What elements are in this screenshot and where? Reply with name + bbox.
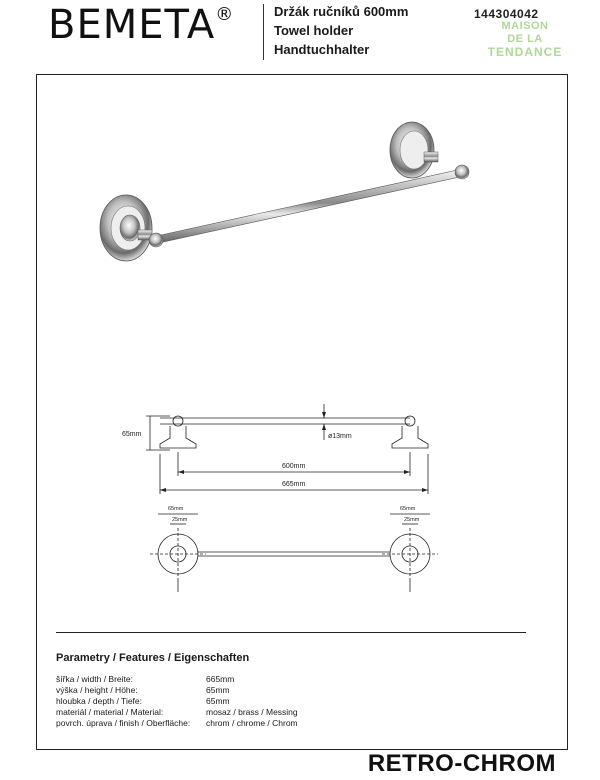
spec-row [56, 707, 526, 718]
spec-label: výška / height / Höhe: [56, 685, 138, 695]
section-divider [56, 632, 526, 633]
outer-width-label: 665mm [282, 481, 306, 488]
spec-label: hloubka / depth / Tiefe: [56, 696, 143, 706]
spec-value: 65mm [206, 685, 230, 695]
series-title: RETRO-CHROM [367, 750, 556, 777]
spec-row [56, 718, 526, 729]
spec-value: mosaz / brass / Messing [206, 707, 298, 717]
features-heading: Parametry / Features / Eigenschaften [56, 652, 250, 664]
height-label: 65mm [122, 431, 142, 438]
spec-row [56, 685, 526, 696]
spec-label: šířka / width / Breite: [56, 674, 133, 684]
product-code: 144304042 [474, 7, 539, 21]
spec-label: povrch. úprava / finish / Oberfläche: [56, 718, 191, 728]
title-cz: Držák ručníků 600mm [274, 4, 409, 19]
flange-label-right: 65mm [400, 506, 416, 512]
spec-label: materiál / material / Material: [56, 707, 164, 717]
product-titles [274, 2, 408, 59]
spec-value: 665mm [206, 674, 235, 684]
technical-drawing [110, 396, 450, 606]
spec-value: 65mm [206, 696, 230, 706]
spec-row [56, 696, 526, 707]
title-en: Towel holder [274, 23, 354, 38]
spec-value: chrom / chrome / Chrom [206, 718, 298, 728]
screw-label-left: 25mm [172, 517, 188, 523]
header [0, 0, 600, 68]
flange-label-left: 65mm [168, 506, 184, 512]
spec-row [56, 674, 526, 685]
screw-label-right: 25mm [404, 517, 420, 523]
watermark-logo: MAISON DE LA TENDANCE [487, 20, 563, 59]
inner-width-label: 600mm [282, 463, 306, 470]
title-de: Handtuchhalter [274, 42, 370, 57]
product-photo [90, 110, 480, 270]
features-section [56, 652, 526, 729]
brand-logo: BEMETA® [48, 2, 235, 48]
rod-diameter-label: ø13mm [328, 433, 352, 440]
header-divider [263, 4, 264, 60]
